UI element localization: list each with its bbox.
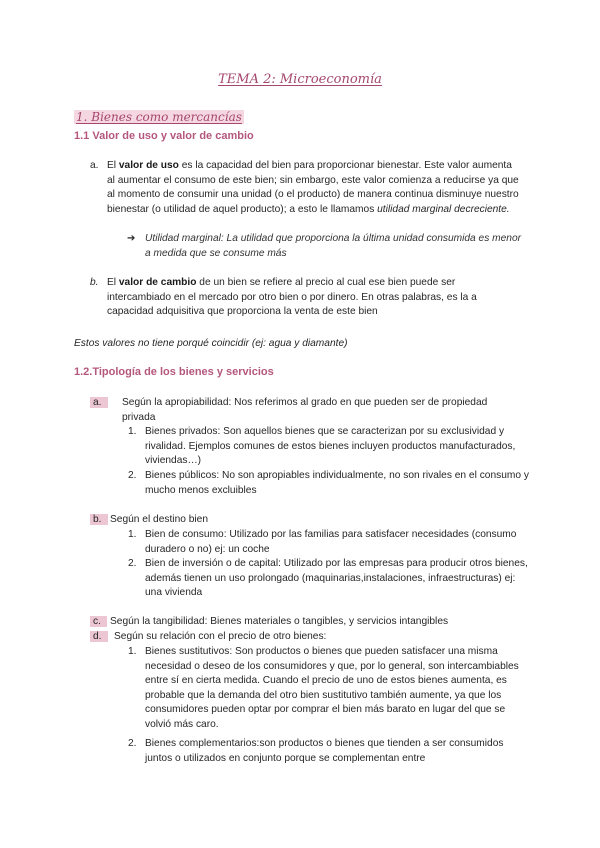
note-valores: Estos valores no tiene porqué coincidir (ej: agua y diamante) (74, 338, 348, 349)
number-marker: 1. (128, 426, 137, 437)
paragraph-relacion-precio: Según su relación con el precio de otro bienes: (114, 631, 327, 642)
list-marker-b2: b. (90, 514, 108, 525)
list-marker-d: d. (90, 631, 108, 642)
number-marker: 1. (128, 529, 137, 540)
list-marker-c: c. (90, 616, 107, 627)
list-item-bienes-privados: Bienes privados: Son aquellos bienes que se caracterizan por su exclusividad y rivalidad. Ejemplos comunes de estos bienes incluyen productos manufacturados, viviendas…) (145, 426, 516, 467)
paragraph-valor-de-uso: El valor de uso es la capacidad del bien para proporcionar bienestar. Este valor aumenta al aumentar el consumo de este bien; sin embargo, este valor comienza a reducirse ya que al momento de consumir una unidad (o el producto) de manera continua disminuye nuestro bienestar (o utilidad de aquel producto); a esto le llamamos utilidad marginal decreciente. (107, 160, 519, 215)
number-marker: 1. (128, 646, 137, 657)
list-item-bienes-complementarios: Bienes complementarios:son productos o bienes que tienden a ser consumidos juntos o utilizados en conjunto porque se complementan entre (145, 738, 504, 764)
paragraph-tangibilidad: Según la tangibilidad: Bienes materiales o tangibles, y servicios intangibles (110, 616, 449, 627)
list-item-bien-de-inversion: Bien de inversión o de capital: Utilizado por las empresas para producir otros bienes, además tienen un uso prolongado (maquinarias,instalaciones, infraestructuras) ej: una vivienda (145, 558, 528, 599)
number-marker: 2. (128, 558, 137, 569)
subsection-heading-1-1: 1.1 Valor de uso y valor de cambio (74, 130, 254, 142)
paragraph-destino-bien: Según el destino bien (110, 514, 208, 525)
section-heading: 1. Bienes como mercancías (76, 110, 242, 124)
list-item-bienes-sustitutivos: Bienes sustitutivos: Son productos o bienes que pueden satisfacer una misma necesidad o deseo de los consumidores y que, por lo general, son intercambiables entre sí en cierta medida. Cuando el precio de uno de estos bienes aumenta, es probable que la demanda del otro bien sustitutivo también aumente, ya que los consumidores pueden optar por comprar el bien más barato en lugar del que se volvió más caro. (145, 646, 519, 730)
number-marker: 2. (128, 738, 137, 749)
page-title: TEMA 2: Microeconomía (218, 72, 382, 87)
bullet-utilidad-marginal: Utilidad marginal: La utilidad que proporciona la última unidad consumida es menor a medida que se consume más (145, 233, 522, 259)
subsection-heading-1-2: 1.2.Tipología de los bienes y servicios (74, 366, 274, 378)
list-item-bien-de-consumo: Bien de consumo: Utilizado por las familias para satisfacer necesidades (consumo duradero o no) ej: un coche (145, 529, 517, 555)
list-marker-a2: a. (90, 397, 108, 408)
arrow-icon: ➔ (127, 233, 136, 244)
number-marker: 2. (128, 470, 137, 481)
list-marker-b: b. (90, 277, 99, 288)
list-marker-a: a. (90, 160, 99, 171)
paragraph-apropiabilidad: Según la apropiabilidad: Nos referimos al grado en que pueden ser de propiedad privada (122, 397, 488, 423)
list-item-bienes-publicos: Bienes públicos: No son apropiables individualmente, no son rivales en el consumo y mucho menos excluibles (145, 470, 529, 496)
term-valor-de-cambio: valor de cambio (118, 277, 197, 288)
paragraph-valor-de-cambio: El valor de cambio de un bien se refiere al precio al cual ese bien puede ser intercambiado en el mercado por otro bien o por dinero. En otras palabras, es la a capacidad adquisitiva que proporciona la venta de este bien (107, 277, 477, 318)
term-valor-de-uso: valor de uso (118, 160, 179, 171)
